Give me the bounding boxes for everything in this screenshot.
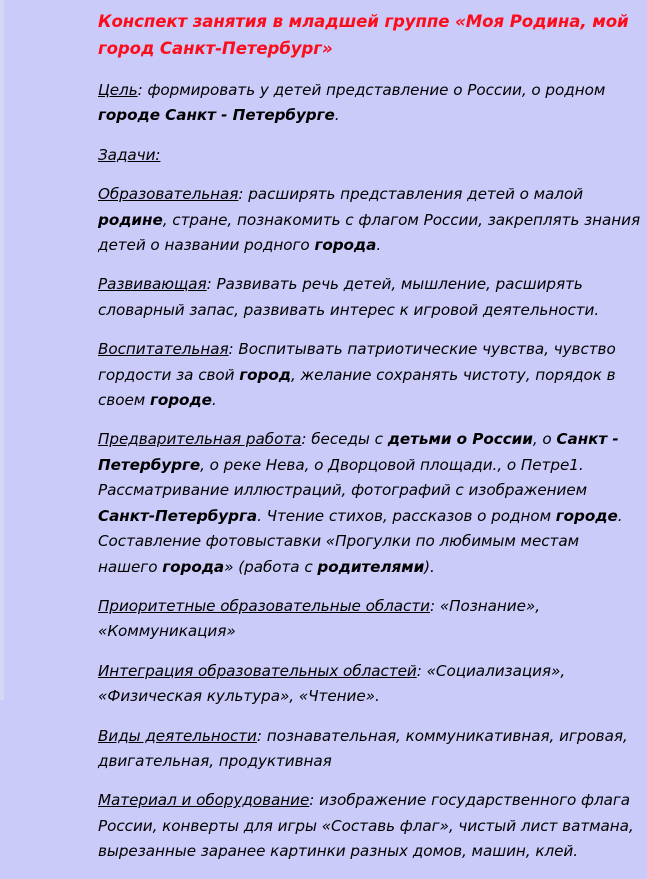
page-title: Конспект занятия в младшей группе «Моя Родина, мой город Санкт-Петербург» [98, 12, 629, 58]
body-text-run: , о [532, 430, 557, 449]
paragraph-upbringing [98, 337, 643, 413]
paragraph-priority-areas [98, 594, 643, 645]
paragraph-heading-label: Интеграция образовательных областей [98, 661, 417, 680]
body-text-run: : расширять представления детей о малой [238, 185, 584, 204]
emphasis-term: городе Санкт - Петербурге [98, 106, 335, 125]
body-text-run: : беседы с [301, 430, 388, 449]
paragraph-heading-label: Предварительная работа [98, 430, 302, 449]
emphasis-term: детьми о России [387, 430, 533, 449]
body-text-run: , стране, познакомить с флагом России, закреплять знания детей о названии родного [98, 210, 641, 255]
paragraph-preliminary-work [98, 427, 643, 579]
body-text-run: : формировать у детей представление о России, о родном [137, 81, 606, 99]
paragraph-container [98, 78, 643, 865]
emphasis-term: города [314, 236, 377, 255]
paragraph-heading-label: Задачи: [98, 145, 161, 164]
paragraph-educational [98, 182, 643, 258]
emphasis-term: родителями [317, 557, 425, 576]
paragraph-heading-label: Цель [98, 81, 138, 99]
paragraph-heading-label: Виды деятельности [98, 726, 257, 745]
body-text-run: , о реке Нева, о Дворцовой площади., о Петре1. Рассматривание иллюстраций, фотографий с изображением [98, 455, 588, 500]
paragraph-heading-label: Приоритетные образовательные области [98, 596, 430, 615]
body-text-run: . [376, 236, 382, 255]
paragraph-heading-label: Материал и оборудование [98, 791, 310, 810]
body-text-run: . Чтение стихов, рассказов о родном [257, 506, 556, 525]
page-left-margin-strip [0, 0, 4, 700]
paragraph-developmental [98, 272, 643, 323]
body-text-run: ). [424, 557, 435, 576]
body-text-run: . Составление фотовыставки «Прогулки по любимым местам нашего [98, 506, 623, 576]
body-text-run: : «Познание», «Коммуникация» [98, 596, 541, 641]
emphasis-term: город [239, 365, 291, 384]
body-text-run: . [334, 106, 340, 125]
paragraph-heading-label: Воспитательная [98, 340, 229, 359]
body-text-run: : Воспитывать патриотические чувства, чувство гордости за свой [98, 340, 616, 384]
paragraph-heading-label: Развивающая [98, 275, 207, 294]
document-text-body [98, 0, 643, 879]
body-text-run: : Развивать речь детей, мышление, расширять словарный запас, развивать интерес к игровой деятельности. [98, 275, 600, 319]
paragraph-heading-label: Образовательная [98, 185, 239, 204]
paragraph-activity-types [98, 724, 643, 775]
emphasis-term: городе [149, 391, 212, 410]
emphasis-term: родине [98, 210, 163, 229]
body-text-run: : «Социализация», «Физическая культура», «Чтение». [98, 661, 566, 706]
body-text-run: . [211, 391, 217, 410]
emphasis-term: Санкт - Петербурге [98, 430, 619, 474]
body-text-run: : познавательная, коммуникативная, игровая, двигательная, продуктивная [98, 726, 628, 770]
paragraph-tasks [98, 143, 643, 168]
paragraph-goal [98, 78, 643, 129]
body-text-run: » (работа с [224, 557, 318, 576]
emphasis-term: Санкт-Петербурга [98, 506, 258, 525]
paragraph-materials [98, 788, 643, 864]
body-text-run: : изображение государственного флага России, конверты для игры «Составь флаг», чистый лист ватмана, вырезанные заранее картинки разных домов, машин, клей. [98, 791, 634, 861]
emphasis-term: городе [555, 506, 618, 525]
emphasis-term: города [162, 557, 225, 576]
paragraph-integration-areas [98, 659, 643, 710]
body-text-run: , желание сохранять чистоту, порядок в своем [98, 365, 616, 410]
